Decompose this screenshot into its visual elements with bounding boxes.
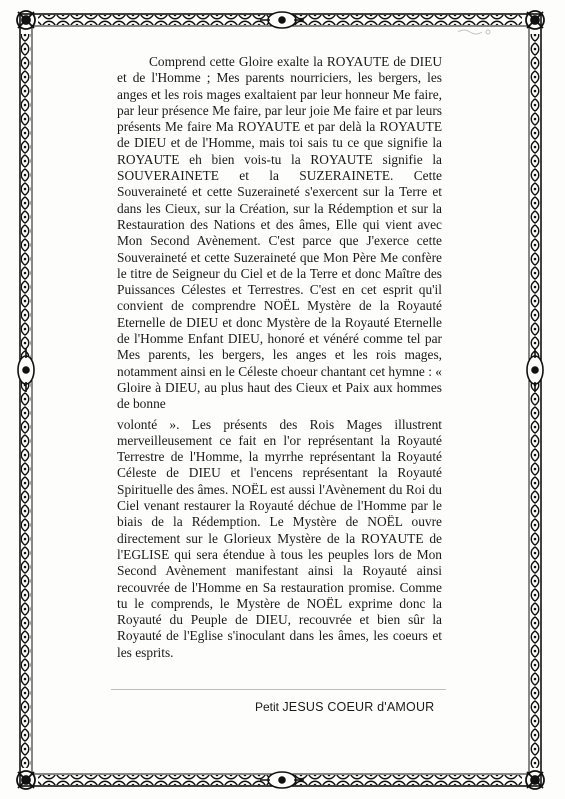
scan-mark (458, 30, 490, 34)
signature (255, 700, 455, 714)
separator-line (111, 689, 446, 690)
signature-name: JESUS COEUR d'AMOUR (282, 700, 435, 714)
main-text (117, 54, 442, 661)
paragraph-2: volonté ». Les présents des Rois Mages illustrent merveilleusement ce fait en l'or représentant la Royauté Terrestre de l'Homme, la myrrhe représentant la Royauté Céleste de DIEU et l'encens représentant la Royauté Spirituelle des âmes. NOËL est aussi l'Avènement du Roi du Ciel venant restaurer la Royauté déchue de l'Homme par le biais de la Rédemption. Le Mystère de NOËL ouvre directement sur le Glorieux Mystère de la ROYAUTE de l'EGLISE qui sera étendue à tous les peuples lors de Mon Second Avènement manifestant ainsi la Royauté ainsi recouvrée de l'Homme en Sa restauration promise. Comme tu le comprends, le Mystère de NOËL exprime donc la Royauté du Peuple de DIEU, recouvrée et bien sûr la Royauté de l'Eglise s'inoculant dans les âmes, les coeurs et les esprits. (117, 416, 442, 660)
paragraph-1: Comprend cette Gloire exalte la ROYAUTE de DIEU et de l'Homme ; Mes parents nourriciers, les bergers, les anges et les rois mages exaltaient par leur honneur Me faire, par leur présence Me faire, par leur joie Me faire et par leurs présents Me faire Ma ROYAUTE et par delà la ROYAUTE de DIEU et de l'Homme, mais toi sais tu ce que signifie la ROYAUTE eh bien vois-tu la ROYAUTE signifie la SOUVERAINETE et la SUZERAINETE. Cette Souveraineté et cette Suzeraineté s'exercent sur la Terre et dans les Cieux, sur la Création, sur la Rédemption et sur la Restauration des Nations et des âmes, Elle qui vient avec Mon Second Avènement. C'est parce que J'exerce cette Souveraineté et cette Suzeraineté que Mon Père Me confère le titre de Seigneur du Ciel et de la Terre et donc Maître des Puissances Célestes et Terrestres. C'est en cet esprit qu'il convient de comprendre NOËL Mystère de la Royauté Eternelle de DIEU et donc Mystère de la Royauté Eternelle de l'Homme Enfant DIEU, honoré et vénéré comme tel par Mes parents, les bergers, les anges et les rois mages, notamment ainsi en le Céleste choeur chantant cet hymne : « Gloire à DIEU, au plus haut des Cieux et Paix aux hommes de bonne (117, 54, 442, 412)
signature-prefix: Petit (255, 700, 280, 714)
